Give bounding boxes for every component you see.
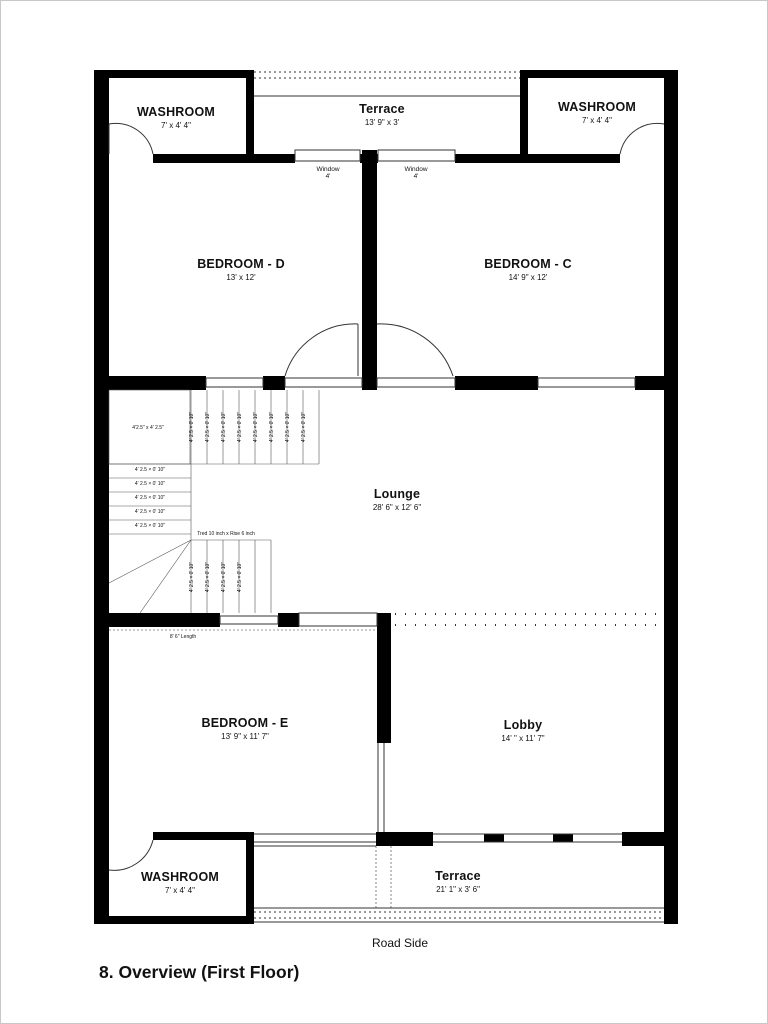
- wall-washroom-tr-left: [520, 70, 528, 162]
- stair-step-label: 4' 2.5 × 0' 10": [221, 411, 228, 443]
- window-right: [378, 150, 455, 161]
- door-washroom-tr: [620, 123, 664, 154]
- door-washroom-bl: [109, 840, 153, 870]
- wall-top-right: [520, 70, 678, 78]
- room-name: BEDROOM - D: [197, 257, 285, 271]
- wall-washroom-bl-top: [153, 832, 246, 840]
- door-bedroom-d: [285, 324, 358, 376]
- stair-step-label: 4' 2.5 × 0' 10": [301, 411, 308, 443]
- room-name: WASHROOM: [137, 105, 215, 119]
- stair-step-label: 4' 2.5 × 0' 10": [189, 411, 196, 443]
- room-name: Lounge: [373, 487, 421, 501]
- window-size: 4': [325, 173, 331, 180]
- wall-lounge-bottom-1: [94, 613, 220, 627]
- stair-step-label: 4' 2.5 × 0' 10": [189, 561, 196, 593]
- room-dimensions: 7' x 4' 4": [161, 121, 191, 130]
- wall-lounge-bottom-2: [278, 613, 299, 627]
- room-bedroom-d: [197, 257, 285, 282]
- stair-tread-note: Tred 10 inch x Rise 6 inch: [197, 531, 255, 537]
- stair-step-label: 4' 2.5 × 0' 10": [134, 509, 166, 515]
- room-dimensions: 7' x 4' 4": [165, 886, 195, 895]
- room-terrace-bottom: [435, 869, 481, 894]
- wall-terrace-2: [484, 834, 504, 842]
- wall-terrace-4: [622, 832, 665, 846]
- room-dimensions: 13' 9" x 11' 7": [221, 732, 269, 741]
- wall-top-left: [94, 70, 254, 78]
- stair-step-label: 4' 2.5 × 0' 10": [237, 411, 244, 443]
- wall-left: [94, 70, 109, 924]
- room-lobby: [501, 718, 544, 743]
- window-label: Window: [404, 166, 428, 173]
- room-washroom-tl: [137, 105, 215, 130]
- window-label: Window: [316, 166, 340, 173]
- wall-right: [664, 70, 678, 924]
- room-lounge: [373, 487, 421, 512]
- window-label-left: [316, 166, 339, 180]
- road-side-label: Road Side: [371, 936, 429, 950]
- room-dimensions: 21' 1" x 3' 6": [436, 885, 480, 894]
- stair-step-label: 4' 2.5 × 0' 10": [253, 411, 260, 443]
- room-bedroom-e: [202, 716, 289, 741]
- stair-step-label: 4' 2.5 × 0' 10": [205, 411, 212, 443]
- wall-washroom-tr-bottom: [455, 154, 620, 163]
- room-name: WASHROOM: [558, 100, 636, 114]
- room-name: WASHROOM: [141, 870, 219, 884]
- wall-washroom-tl-bottom: [153, 154, 295, 163]
- stair-step-label: 4' 2.5 × 0' 10": [285, 411, 292, 443]
- room-dimensions: 13' 9" x 3': [364, 118, 400, 127]
- room-dimensions: 14' " x 11' 7": [501, 734, 545, 743]
- room-name: Lobby: [503, 718, 543, 732]
- stair-step-label: 4' 2.5 × 0' 10": [134, 523, 166, 529]
- stair-step-label: 4' 2.5 × 0' 10": [134, 467, 166, 473]
- wall-bedroom-divider: [362, 150, 377, 390]
- window-left: [295, 150, 360, 161]
- wall-lounge-top-4: [635, 376, 675, 390]
- wall-lounge-top-2: [263, 376, 285, 390]
- wall-bottom-left: [94, 916, 254, 924]
- wall-terrace-3: [553, 834, 573, 842]
- room-name: BEDROOM - C: [484, 257, 572, 271]
- wall-washroom-bl-right: [246, 832, 254, 922]
- room-name: Terrace: [435, 869, 481, 883]
- wall-lobby-left: [377, 613, 391, 743]
- stair-step-label: 4' 2.5 × 0' 10": [221, 561, 228, 593]
- room-dimensions: 13' x 12': [226, 273, 256, 282]
- room-name: BEDROOM - E: [201, 716, 289, 730]
- room-washroom-bl: [141, 870, 219, 895]
- stair-step-label: 4' 2.5 × 0' 10": [134, 481, 166, 487]
- wall-terrace-1: [376, 832, 433, 846]
- stair-landing-label: 4'2.5" x 4' 2.5": [132, 425, 164, 431]
- room-washroom-tr: [558, 100, 636, 125]
- room-bedroom-c: [484, 257, 572, 282]
- room-name: Terrace: [359, 102, 405, 116]
- room-dimensions: 28' 6" x 12' 6": [372, 503, 422, 512]
- stair-step-label: 4' 2.5 × 0' 10": [237, 561, 244, 593]
- wall-washroom-tl-right: [246, 70, 254, 162]
- stair-step-label: 4' 2.5 × 0' 10": [269, 411, 276, 443]
- window-label-right: [404, 166, 427, 180]
- room-terrace-top: [359, 102, 405, 127]
- door-bedroom-c: [377, 324, 453, 376]
- page-caption: 8. Overview (First Floor): [99, 962, 300, 982]
- room-dimensions: 7' x 4' 4": [582, 116, 612, 125]
- stair-step-label: 4' 2.5 × 0' 10": [134, 495, 166, 501]
- window-size: 4': [413, 173, 419, 180]
- stair-length-note: 8' 6" Length: [169, 634, 197, 640]
- room-dimensions: 14' 9" x 12': [508, 273, 548, 282]
- stair-step-label: 4' 2.5 × 0' 10": [205, 561, 212, 593]
- wall-lounge-top-1: [94, 376, 206, 390]
- wall-lounge-top-3: [455, 376, 538, 390]
